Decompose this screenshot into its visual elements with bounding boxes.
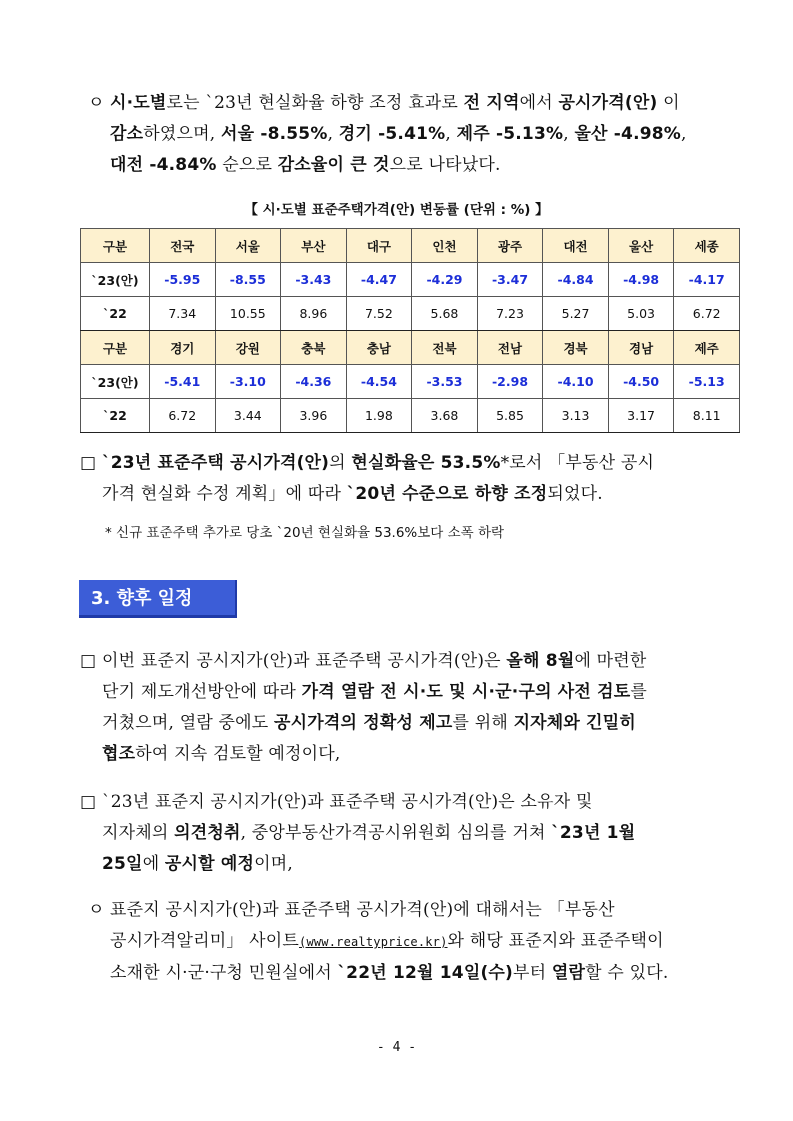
circle-bullet-icon: ㅇ xyxy=(88,900,105,920)
table-header-row: 구분 경기 강원 충북 충남 전북 전남 경북 경남 제주 xyxy=(81,331,740,365)
table-caption: 【 시·도별 표준주택가격(안) 변동률 (단위 : %) 】 xyxy=(244,202,549,218)
line: 거쳤으며, 열람 중에도 공시가격의 정확성 제고를 위해 지자체와 긴밀히 xyxy=(102,713,637,733)
paragraph-realization-rate xyxy=(80,448,654,510)
footnote: * 신규 표준주택 추가로 당초 `20년 현실화율 53.6%보다 소폭 하락 xyxy=(105,525,505,541)
line: ㅇ 시·도별로는 `23년 현실화율 하향 조정 효과로 전 지역에서 공시가격(안) 이 xyxy=(88,88,687,119)
line: 공시가격알리미」 사이트(www.realtyprice.kr)와 해당 표준지와 표준주택이 xyxy=(110,931,664,951)
price-change-table xyxy=(80,228,740,433)
website-link[interactable]: (www.realtyprice.kr) xyxy=(299,935,448,949)
page-number: - 4 - xyxy=(376,1040,417,1055)
line: 협조하여 지속 검토할 예정이다, xyxy=(102,744,341,764)
square-bullet-icon: □ xyxy=(80,792,97,812)
square-bullet-icon: □ xyxy=(80,651,97,671)
line: 단기 제도개선방안에 따라 가격 열람 전 시·도 및 시·군·구의 사전 검토를 xyxy=(102,682,648,702)
line: 25일에 공시할 예정이며, xyxy=(102,854,294,874)
line: ㅇ 표준지 공시지가(안)과 표준주택 공시가격(안)에 대해서는 「부동산 xyxy=(88,895,668,926)
section-heading: 3. 향후 일정 xyxy=(79,580,237,618)
square-bullet-icon: □ xyxy=(80,453,97,473)
line: 지자체의 의견청취, 중앙부동산가격공시위원회 심의를 거쳐 `23년 1월 xyxy=(102,823,636,843)
line: 소재한 시·군·구청 민원실에서 `22년 12월 14일(수)부터 열람할 수 있다. xyxy=(110,963,669,983)
table-row: `23(안) -5.41 -3.10 -4.36 -4.54 -3.53 -2.98 -4.10 -4.50 -5.13 xyxy=(81,365,740,399)
paragraph-viewing xyxy=(88,895,668,989)
line: □ `23년 표준주택 공시가격(안)의 현실화율은 53.5%*로서 「부동산 공시 xyxy=(80,448,654,479)
line: □ `23년 표준지 공시지가(안)과 표준주택 공시가격(안)은 소유자 및 xyxy=(80,787,635,818)
table-row: `22 7.34 10.55 8.96 7.52 5.68 7.23 5.27 5.03 6.72 xyxy=(81,297,740,331)
line: □ 이번 표준지 공시지가(안)과 표준주택 공시가격(안)은 올해 8월에 마련한 xyxy=(80,646,647,677)
circle-bullet-icon: ㅇ xyxy=(88,93,105,113)
line: 가격 현실화 수정 계획」에 따라 `20년 수준으로 하향 조정되었다. xyxy=(102,484,603,504)
paragraph-review-plan xyxy=(80,646,647,770)
paragraph-regional-summary xyxy=(88,88,687,181)
line: 감소하였으며, 서울 -8.55%, 경기 -5.41%, 제주 -5.13%, 울산 -4.98%, xyxy=(110,124,687,144)
paragraph-announcement xyxy=(80,787,635,880)
line: 대전 -4.84% 순으로 감소율이 큰 것으로 나타났다. xyxy=(110,155,501,175)
table-row: `23(안) -5.95 -8.55 -3.43 -4.47 -4.29 -3.47 -4.84 -4.98 -4.17 xyxy=(81,263,740,297)
table-header-row: 구분 전국 서울 부산 대구 인천 광주 대전 울산 세종 xyxy=(81,229,740,263)
table-row: `22 6.72 3.44 3.96 1.98 3.68 5.85 3.13 3.17 8.11 xyxy=(81,399,740,433)
